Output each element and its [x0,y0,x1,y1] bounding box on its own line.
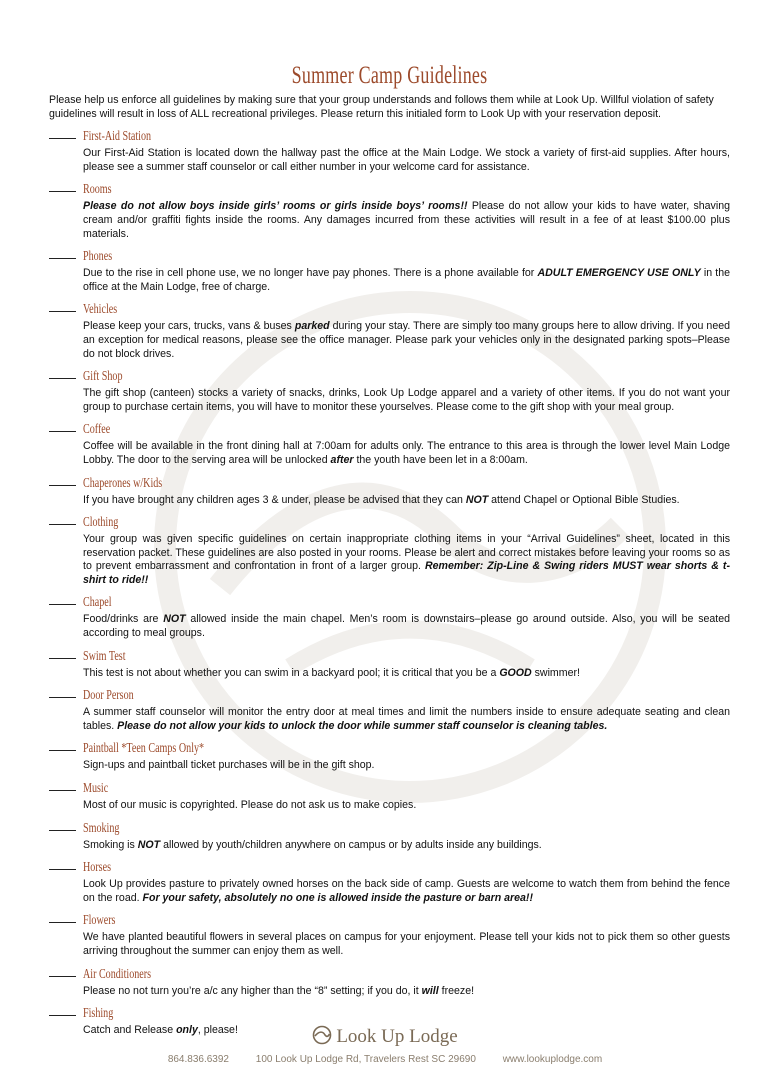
body-text: allowed inside the main chapel. Men’s room is downstairs–please go around outside. Also, you will be seated according to meal groups. [83,613,731,640]
emphasis-text: NOT [137,838,161,851]
guideline-heading: Smoking [83,820,120,836]
guideline-text [83,320,730,361]
guideline-body [83,420,730,467]
initial-blank-line[interactable] [49,368,76,379]
body-text: Look Up provides pasture to privately owned horses on the back side of camp. Guests are welcome to watch them from behind the fence on the road. [83,878,730,904]
guideline-section [49,1004,730,1038]
guideline-heading: Phones [83,249,113,265]
initial-blank-line[interactable] [49,780,76,791]
guideline-body [83,911,730,958]
guideline-text [83,494,730,508]
guideline-heading: Gift Shop [83,369,123,385]
body-text: the youth have been let in a 8:00am. [353,453,528,466]
guideline-text [83,799,730,813]
body-text: If you have brought any children ages 3 & under, please be advised that they can [83,493,466,506]
guideline-section [49,367,730,414]
guideline-body [83,593,730,640]
body-text: during your stay. There are simply too many groups here to allow driving. If you need an exception for medical reasons, please see the office manager. Please park your vehicles only in the designated parking spots–Please do not block drives. [83,320,730,360]
guideline-section [49,779,730,813]
initial-blank-line[interactable] [49,594,76,605]
guideline-heading: Rooms [83,182,112,198]
emphasis-text: For your safety, absolutely no one is allowed inside the pasture or barn area!! [142,891,533,904]
body-text: The gift shop (canteen) stocks a variety of snacks, drinks, Look Up Lodge apparel and a variety of other items. If you do not want your group to purchase certain items, you will have to monitor these yourselves. Please come to the gift shop with your meal group. [83,387,730,413]
intro-paragraph: Please help us enforce all guidelines by making sure that your group understands and follows them while at Look Up. Willful violation of safety guidelines will result in loss of ALL recreational privileges. Please return this initialed form to Look Up with your reservation deposit. [49,94,714,120]
initial-blank-line[interactable] [49,740,76,751]
guideline-text [83,759,730,773]
guideline-text [83,533,730,587]
body-text: Food/drinks are [83,613,164,626]
footer-logo-text: Look Up Lodge [336,1026,458,1047]
initial-blank-line[interactable] [49,301,76,312]
guideline-section [49,686,730,733]
guideline-text [83,931,730,958]
guideline-body [83,965,730,999]
initial-blank-line[interactable] [49,475,76,486]
guideline-text [83,878,730,905]
guideline-text [83,147,730,174]
guideline-section [49,911,730,958]
guideline-text [83,613,730,640]
guideline-heading: Air Conditioners [83,966,152,982]
guideline-section [49,739,730,773]
initial-blank-line[interactable] [49,820,76,831]
emphasis-text: NOT [163,613,186,626]
body-text: Smoking is [83,838,138,851]
guideline-section [49,180,730,241]
guideline-body [83,513,730,587]
guideline-body [83,367,730,414]
initial-blank-line[interactable] [49,687,76,698]
guideline-text [83,667,730,681]
guideline-body [83,647,730,681]
body-text: We have planted beautiful flowers in several places on campus for your enjoyment. Please tell your kids not to pick them so other guests arriving throughout the summer can enjoy them as well. [83,931,730,957]
initial-blank-line[interactable] [49,514,76,525]
body-text: This test is not about whether you can swim in a backyard pool; it is critical that you be a [83,666,500,679]
body-text: Your group was given specific guidelines on certain inappropriate clothing items in your “Arrival Guidelines” sheet, located in this reservation packet. These guidelines are also posted in your rooms. Please be alert and correct mistakes before leaving your rooms so as to prevent embarrassment and confrontation in front of a larger group. [83,533,730,573]
initial-blank-line[interactable] [49,648,76,659]
guideline-section [49,513,730,587]
guideline-heading: Paintball *Teen Camps Only* [83,741,205,757]
guideline-heading: Flowers [83,913,116,929]
guideline-body [83,858,730,905]
body-text: A summer staff counselor will monitor the entry door at meal times and limit the numbers inside to ensure adequate seating and clean tables. [83,706,730,732]
guideline-heading: Chapel [83,595,112,611]
guideline-section [49,858,730,905]
guideline-text [83,839,730,853]
guideline-section [49,247,730,294]
body-text: Our First-Aid Station is located down the hallway past the office at the Main Lodge. We stock a variety of first-aid supplies. After hours, please see a summer staff counselor or call either number in your welcome card for assistance. [83,147,730,173]
emphasis-text: will [421,984,439,997]
body-text: attend Chapel or Optional Bible Studies. [488,493,680,506]
footer-address: 100 Look Up Lodge Rd, Travelers Rest SC 29690 [255,1054,476,1065]
guideline-body [83,819,730,853]
guideline-heading: Vehicles [83,302,118,318]
emphasis-text: parked [294,320,330,333]
emphasis-text: Remember: Zip-Line & Swing riders MUST wear shorts & t-shirt to ride!! [83,560,730,586]
guideline-body [83,686,730,733]
guideline-heading: Door Person [83,688,134,704]
guideline-body [83,247,730,294]
initial-blank-line[interactable] [49,248,76,259]
guideline-section [49,819,730,853]
guideline-text [83,1024,730,1038]
body-text: Due to the rise in cell phone use, we no longer have pay phones. There is a phone available for [83,267,538,280]
body-text: swimmer! [531,666,580,679]
body-text: in the office at the Main Lodge, free of charge. [83,267,731,293]
guidelines-list [49,127,730,1038]
guideline-section [49,965,730,999]
guideline-heading: Horses [83,860,112,876]
emphasis-text: NOT [465,493,489,506]
guideline-heading: Fishing [83,1006,114,1022]
body-text: Please keep your cars, trucks, vans & buses [83,320,295,333]
body-text: Catch and Release [83,1024,177,1037]
body-text: freeze! [438,984,475,997]
footer-website[interactable]: www.lookuplodge.com [502,1054,603,1065]
guideline-text [83,985,730,999]
guideline-body [83,180,730,241]
initial-blank-line[interactable] [49,1005,76,1016]
initial-blank-line[interactable] [49,421,76,432]
guideline-body [83,127,730,174]
emphasis-text: Please do not allow boys inside girls’ rooms or girls inside boys’ rooms!! [83,200,468,213]
emphasis-text: ADULT EMERGENCY USE ONLY [537,267,701,280]
guidelines-page [0,62,770,1038]
guideline-section [49,593,730,640]
guideline-body [83,739,730,773]
guideline-section [49,647,730,681]
initial-blank-line[interactable] [49,128,76,139]
guideline-body [83,1004,730,1038]
initial-blank-line[interactable] [49,912,76,923]
body-text: Please no not turn you’re a/c any higher than the “8” setting; if you do, it [83,984,422,997]
body-text: Sign-ups and paintball ticket purchases will be in the gift shop. [83,759,375,772]
guideline-body [83,474,730,508]
emphasis-text: Please do not allow your kids to unlock the door while summer staff counselor is cleaning tables. [117,719,608,732]
body-text: , please! [197,1024,238,1037]
guideline-body [83,779,730,813]
footer-phone: 864.836.6392 [167,1054,229,1065]
emphasis-text: after [330,453,354,466]
initial-blank-line[interactable] [49,181,76,192]
guideline-heading: Swim Test [83,648,126,664]
body-text: Please do not allow your kids to have water, shaving cream and/or graffiti fights inside the rooms. Any damages incurred from these activities will result in a fee of at least $100.00 plus materials. [83,200,730,240]
footer-contact [0,1054,770,1065]
initial-blank-line[interactable] [49,859,76,870]
guideline-text [83,200,730,241]
body-text: Most of our music is copyrighted. Please do not ask us to make copies. [83,799,417,812]
guideline-body [83,300,730,361]
guideline-heading: Coffee [83,422,111,438]
initial-blank-line[interactable] [49,966,76,977]
guideline-heading: Music [83,781,109,797]
guideline-heading: Chaperones w/Kids [83,475,163,491]
body-text: allowed by youth/children anywhere on campus or by adults inside any buildings. [160,838,542,851]
guideline-text [83,440,730,467]
emphasis-text: only [176,1024,198,1037]
page-title: Summer Camp Guidelines [291,62,488,89]
guideline-heading: Clothing [83,515,119,531]
guideline-text [83,706,730,733]
body-text: Coffee will be available in the front dining hall at 7:00am for adults only. The entrance to this area is through the lower level Main Lodge Lobby. The door to the serving area will be unlocked [83,440,730,466]
guideline-section [49,300,730,361]
guideline-section [49,127,730,174]
guideline-section [49,420,730,467]
guideline-section [49,474,730,508]
guideline-text [83,387,730,414]
guideline-heading: First-Aid Station [83,129,152,145]
guideline-text [83,267,730,294]
emphasis-text: GOOD [499,666,532,679]
